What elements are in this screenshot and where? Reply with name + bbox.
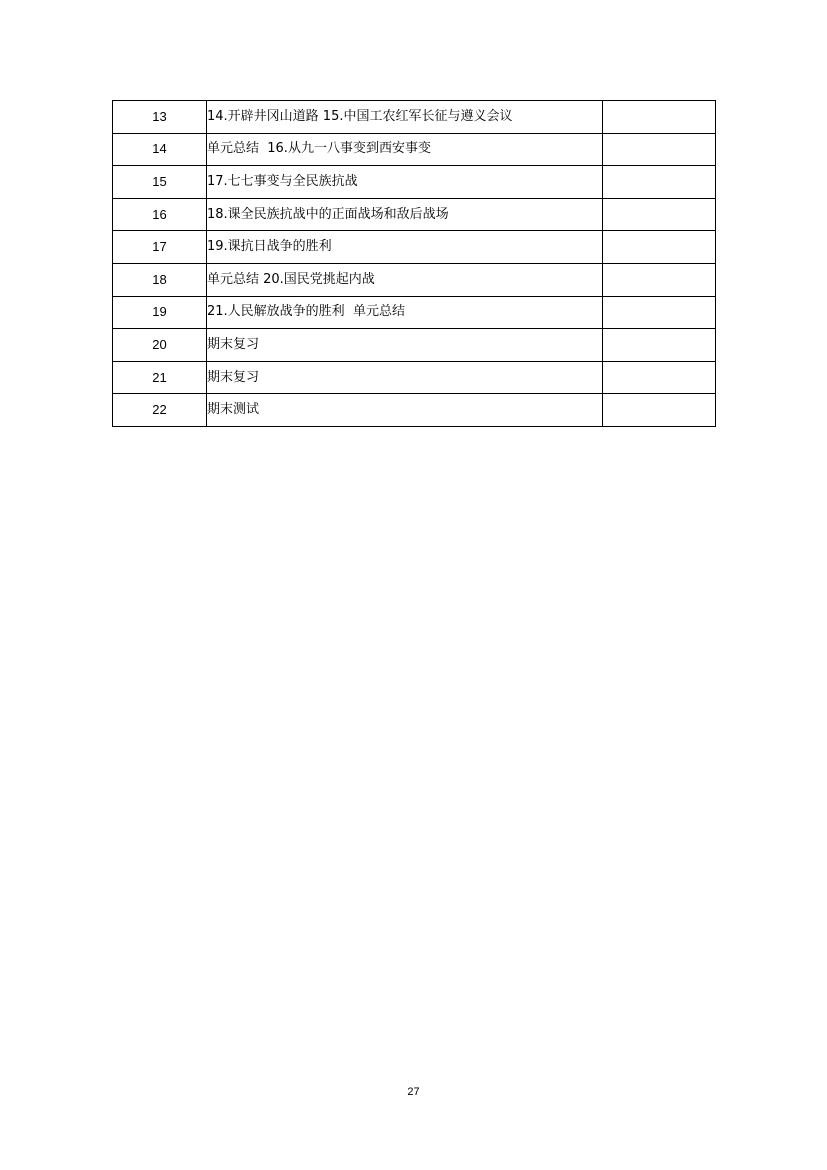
lesson-content-cell: 21.人民解放战争的胜利 单元总结 xyxy=(207,296,603,329)
table-row xyxy=(113,296,716,329)
lesson-content-cell: 19.课抗日战争的胜利 xyxy=(207,231,603,264)
note-cell xyxy=(603,361,716,394)
note-cell xyxy=(603,101,716,134)
lesson-content-cell: 14.开辟井冈山道路 15.中国工农红军长征与遵义会议 xyxy=(207,101,603,134)
week-number-cell: 18 xyxy=(113,263,207,296)
week-number-cell: 21 xyxy=(113,361,207,394)
week-number-cell: 22 xyxy=(113,394,207,427)
note-cell xyxy=(603,166,716,199)
week-number-cell: 14 xyxy=(113,133,207,166)
note-cell xyxy=(603,133,716,166)
table-row xyxy=(113,329,716,362)
table-row xyxy=(113,166,716,199)
lesson-content-cell: 期末复习 xyxy=(207,361,603,394)
note-cell xyxy=(603,329,716,362)
lesson-content-cell: 17.七七事变与全民族抗战 xyxy=(207,166,603,199)
lesson-content-cell: 18.课全民族抗战中的正面战场和敌后战场 xyxy=(207,198,603,231)
week-number-cell: 19 xyxy=(113,296,207,329)
table-row xyxy=(113,198,716,231)
lesson-content-cell: 单元总结 16.从九一八事变到西安事变 xyxy=(207,133,603,166)
week-number-cell: 17 xyxy=(113,231,207,264)
table-row xyxy=(113,361,716,394)
week-number-cell: 16 xyxy=(113,198,207,231)
table-row xyxy=(113,231,716,264)
note-cell xyxy=(603,394,716,427)
page-number: 27 xyxy=(407,1086,420,1098)
lesson-content-cell: 期末测试 xyxy=(207,394,603,427)
note-cell xyxy=(603,296,716,329)
lesson-content-cell: 单元总结 20.国民党挑起内战 xyxy=(207,263,603,296)
note-cell xyxy=(603,198,716,231)
table-row xyxy=(113,394,716,427)
note-cell xyxy=(603,231,716,264)
table-row xyxy=(113,133,716,166)
week-number-cell: 15 xyxy=(113,166,207,199)
table-row xyxy=(113,263,716,296)
lesson-content-cell: 期末复习 xyxy=(207,329,603,362)
note-cell xyxy=(603,263,716,296)
week-number-cell: 20 xyxy=(113,329,207,362)
schedule-table xyxy=(112,100,716,427)
schedule-table-body xyxy=(113,101,716,427)
week-number-cell: 13 xyxy=(113,101,207,134)
table-row xyxy=(113,101,716,134)
